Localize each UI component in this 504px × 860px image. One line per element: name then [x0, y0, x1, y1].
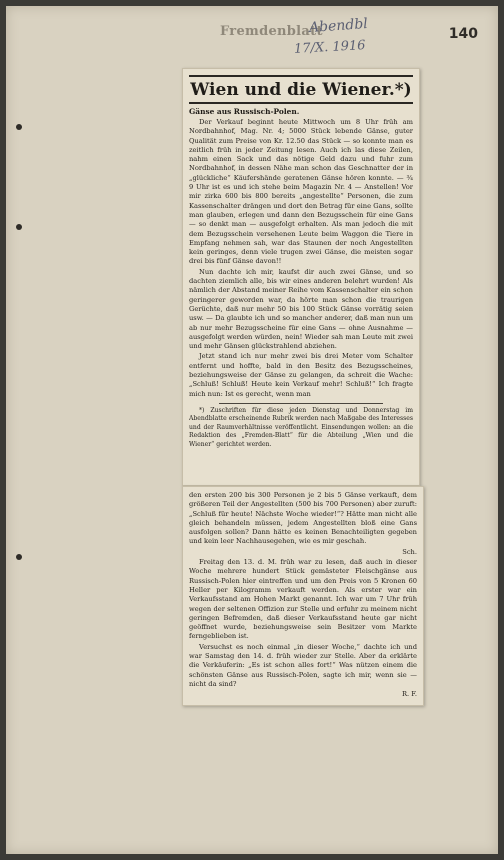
top-rule	[189, 75, 413, 77]
article-footnote: *) Zuschriften für diese jeden Dienstag und Donnerstag im Abendblatte erscheinende Rubrik werden nach Maßgabe des Interesses und der Raumverhältnisse veröffentlicht. Einsendungen wollen: an die Redaktion des „Fremden-Blatt“ für die Abteilung „Wien und die Wiener“ gerichtet werden.	[189, 406, 413, 448]
clipping-lower	[182, 486, 424, 706]
punch-hole	[16, 124, 22, 130]
article-paragraph: den ersten 200 bis 300 Personen je 2 bis 5 Gänse verkauft, dem größeren Teil der Angestellten (500 bis 700 Personen) aber zuruft: „Schluß für heute! Nächste Woche wieder!“? Hätte man nicht alle gleich behandeln müssen, jedem Angestellten bloß eine Gans ausfolgen sollen? Dann hätte es keinen Benachteiligten gegeben und kein leer Nachhausegehen, wie es mir geschah.	[189, 491, 417, 546]
punch-hole	[16, 224, 22, 230]
article-paragraph: Jetzt stand ich nur mehr zwei bis drei Meter vom Schalter entfernt und hoffte, bald in den Besitz des Bezugsscheines, beziehungsweise der Gänse zu gelangen, da schreit die Wache: „Schluß! Schluß! Heute kein Verkauf mehr! Schluß!“ Ich fragte mich nun: Ist es gerecht, wenn man	[189, 352, 413, 398]
page-number: 140	[448, 26, 478, 42]
punch-hole	[16, 554, 22, 560]
article-paragraph: Versuchst es noch einmal „in dieser Woche,“ dachte ich und war Samstag den 14. d. früh wieder zur Stelle. Aber da erklärte die Verkäuferin: „Es ist schon alles fort!“ Was nützen einem die schönsten Gänse aus Russisch-Polen, sagte ich mir, wenn sie — nicht da sind?	[189, 642, 417, 688]
handwritten-date: 17/X. 1916	[293, 38, 366, 57]
article-subtitle: Gänse aus Russisch-Polen.	[189, 107, 300, 116]
article-signature: R. F.	[401, 690, 417, 699]
article-paragraph: Der Verkauf beginnt heute Mittwoch um 8 Uhr früh am Nordbahnhof, Mag. Nr. 4; 5000 Stück lebende Gänse, guter Qualität zum Preise von Kr. 12.50 das Stück — so konnte man es zeitlich früh in jeder Zeitung lesen. Auch ich las diese Zeilen, nahm einen Sack und das nötige Geld dazu und fuhr zum Nordbahnhof, in dessen Nähe man schon das Geschnatter der in „glückliche“ Käufershände geratenen Gänse hören konnte. — ¾ 9 Uhr ist es und ich stehe beim Magazin Nr. 4 — Anstellen! Vor mir zirka 600 bis 800 bereits „angestellte“ Personen, die zum Kassenschalter drängen und dort den Betrag für eine Gans, sollte man glauben, erlegen und dann den Bezugsschein für eine Gans — so denkt man — ausgefolgt erhalten. Als man jedoch die mit dem Bezugsschein versehenen Leute beim Waggon die Tiere in Empfang nehmen sah, war das Staunen der noch Angestellten kein geringes, denn viele trugen zwei Gänse, die meisten sogar drei bis fünf Gänse davon!!	[189, 118, 413, 266]
newspaper-name: Fremdenblatt	[220, 24, 323, 39]
article-paragraph: Freitag den 13. d. M. früh war zu lesen, daß auch in dieser Woche mehrere hundert Stück gemästeter Fleischgänse aus Russisch-Polen hier eintreffen und um den Preis von 5 Kronen 60 Heller per Kilogramm verkauft werden. Als erster war ein Verkaufsstand am Hohen Markt genannt. Ich war um 7 Uhr früh wegen der seltenen Offizion zur Stelle und erfuhr zu meinem nicht geringen Befremden, daß dieser Verkaufsstand heute gar nicht geöffnet wurde, beziehungsweise sein Besitzer vom Markte ferngeblieben ist.	[189, 558, 417, 641]
handwritten-edition: Abendbl	[308, 15, 369, 37]
footnote-divider	[219, 403, 383, 404]
clipping-upper	[182, 68, 420, 486]
article-paragraph: Nun dachte ich mir, kaufst dir auch zwei Gänse, und so dachten ziemlich alle, bis wir eines anderen belehrt wurden! Als nämlich der Abstand meiner Reihe vom Kassenschalter ein schon geringerer geworden war, da hörte man schon die traurigen Gerüchte, daß nur mehr 50 bis 100 Stück Gänse vorrätig seien usw. — Da glaubte ich und so mancher anderer, daß man nun um ab nur mehr Bezugsscheine für eine Gans — ohne Ausnahme — ausgefolgt werden würden, nein! Wieder sah man Leute mit zwei und mehr Gänsen glückstrahlend abziehen.	[189, 267, 413, 351]
title-rule	[189, 102, 413, 104]
archive-sheet	[6, 6, 498, 854]
paragraph-signature: Sch.	[402, 547, 417, 556]
article-title: Wien und die Wiener.*)	[190, 80, 412, 100]
